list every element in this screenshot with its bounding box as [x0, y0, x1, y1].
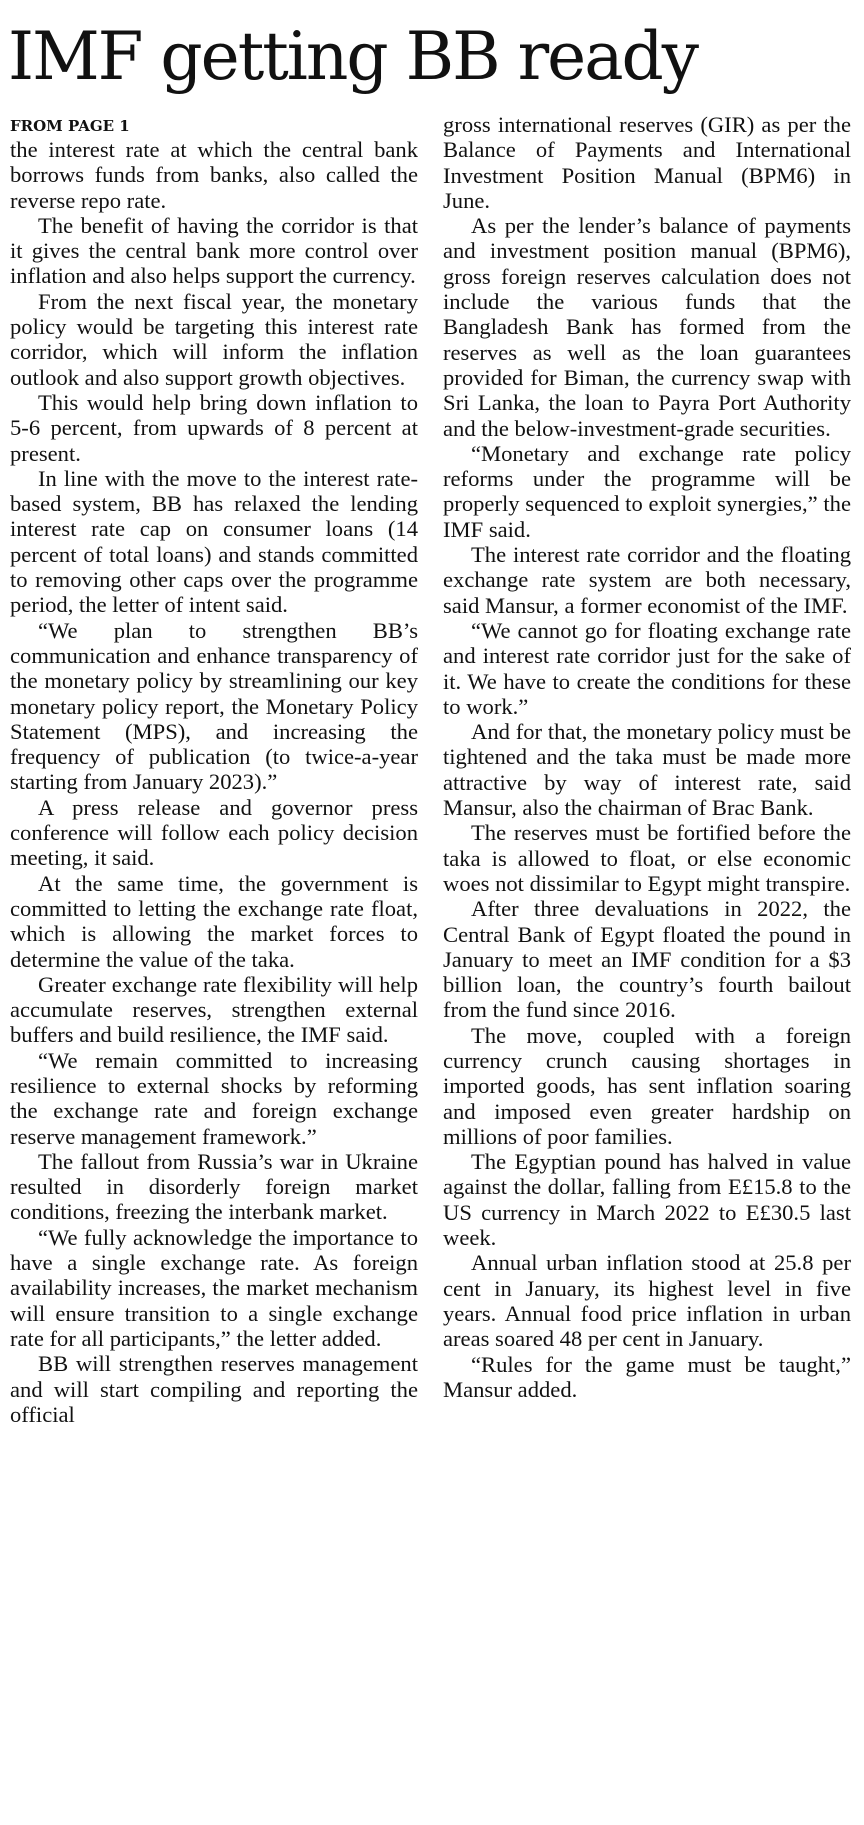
paragraph: As per the lender’s balance of payments and investment position manual (BPM6), gross foreign reserves calculation does not include the various funds that the Bangladesh Bank has formed from the reserves as well as the loan guarantees provided for Biman, the currency swap with Sri Lanka, the loan to Payra Port Authority and the below-investment-grade securities.	[443, 213, 851, 441]
paragraph: the interest rate at which the central bank borrows funds from banks, also called the reverse repo rate.	[10, 137, 418, 213]
continuation-kicker: FROM PAGE 1	[10, 117, 130, 135]
paragraph: The interest rate corridor and the floating exchange rate system are both necessary, said Mansur, a former economist of the IMF.	[443, 542, 851, 618]
paragraph: “We cannot go for floating exchange rate and interest rate corridor just for the sake of it. We have to create the conditions for these to work.”	[443, 617, 851, 719]
paragraph: BB will strengthen reserves management and will start compiling and reporting the official	[10, 1351, 418, 1427]
paragraph: After three devaluations in 2022, the Central Bank of Egypt floated the pound in January to meet an IMF condition for a $3 billion loan, the country’s fourth bailout from the fund since 2016.	[443, 896, 851, 1023]
paragraph: “We remain committed to increasing resilience to external shocks by reforming the exchange rate and foreign exchange reserve management framework.”	[10, 1047, 418, 1149]
paragraph: Greater exchange rate flexibility will help accumulate reserves, strengthen external buffers and build resilience, the IMF said.	[10, 971, 418, 1048]
paragraph: “We plan to strengthen BB’s communication and enhance transparency of the monetary policy by streamlining our key monetary policy report, the Monetary Policy Statement (MPS), and increasing the frequency of publication (to twice-a-year starting from January 2023).”	[10, 617, 418, 795]
paragraph: In line with the move to the interest rate-based system, BB has relaxed the lending interest rate cap on consumer loans (14 percent of total loans) and stands committed to removing other caps over the programme period, the letter of intent said.	[10, 465, 418, 618]
paragraph: Annual urban inflation stood at 25.8 per cent in January, its highest level in five years. Annual food price inflation in urban areas soared 48 per cent in January.	[443, 1250, 851, 1352]
paragraph: gross international reserves (GIR) as per the Balance of Payments and International Investment Position Manual (BPM6) in June.	[443, 112, 851, 213]
paragraph: A press release and governor press conference will follow each policy decision meeting, it said.	[10, 794, 418, 871]
paragraph: From the next fiscal year, the monetary policy would be targeting this interest rate corridor, which will inform the inflation outlook and also support growth objectives.	[10, 288, 418, 390]
left-column	[10, 137, 418, 1427]
paragraph: At the same time, the government is committed to letting the exchange rate float, which is allowing the market forces to determine the value of the taka.	[10, 870, 418, 972]
paragraph: The Egyptian pound has halved in value against the dollar, falling from E£15.8 to the US currency in March 2022 to E£30.5 last week.	[443, 1149, 851, 1251]
paragraph: This would help bring down inflation to 5-6 percent, from upwards of 8 percent at present.	[10, 389, 418, 466]
headline: IMF getting BB ready	[8, 18, 698, 95]
right-column	[443, 112, 851, 1402]
paragraph: And for that, the monetary policy must be tightened and the taka must be made more attractive by way of interest rate, said Mansur, also the chairman of Brac Bank.	[443, 719, 851, 821]
paragraph: The fallout from Russia’s war in Ukraine resulted in disorderly foreign market conditions, freezing the interbank market.	[10, 1148, 418, 1225]
paragraph: The reserves must be fortified before the taka is allowed to float, or else economic woes not dissimilar to Egypt might transpire.	[443, 820, 851, 896]
paragraph: “Monetary and exchange rate policy reforms under the programme will be properly sequenced to exploit synergies,” the IMF said.	[443, 440, 851, 542]
paragraph: The benefit of having the corridor is that it gives the central bank more control over inflation and also helps support the currency.	[10, 212, 418, 289]
paragraph: “We fully acknowledge the importance to have a single exchange rate. As foreign availability increases, the market mechanism will ensure transition to a single exchange rate for all participants,” the letter added.	[10, 1224, 418, 1351]
paragraph: The move, coupled with a foreign currency crunch causing shortages in imported goods, has sent inflation soaring and imposed even greater hardship on millions of poor families.	[443, 1022, 851, 1149]
paragraph: “Rules for the game must be taught,” Mansur added.	[443, 1351, 851, 1402]
